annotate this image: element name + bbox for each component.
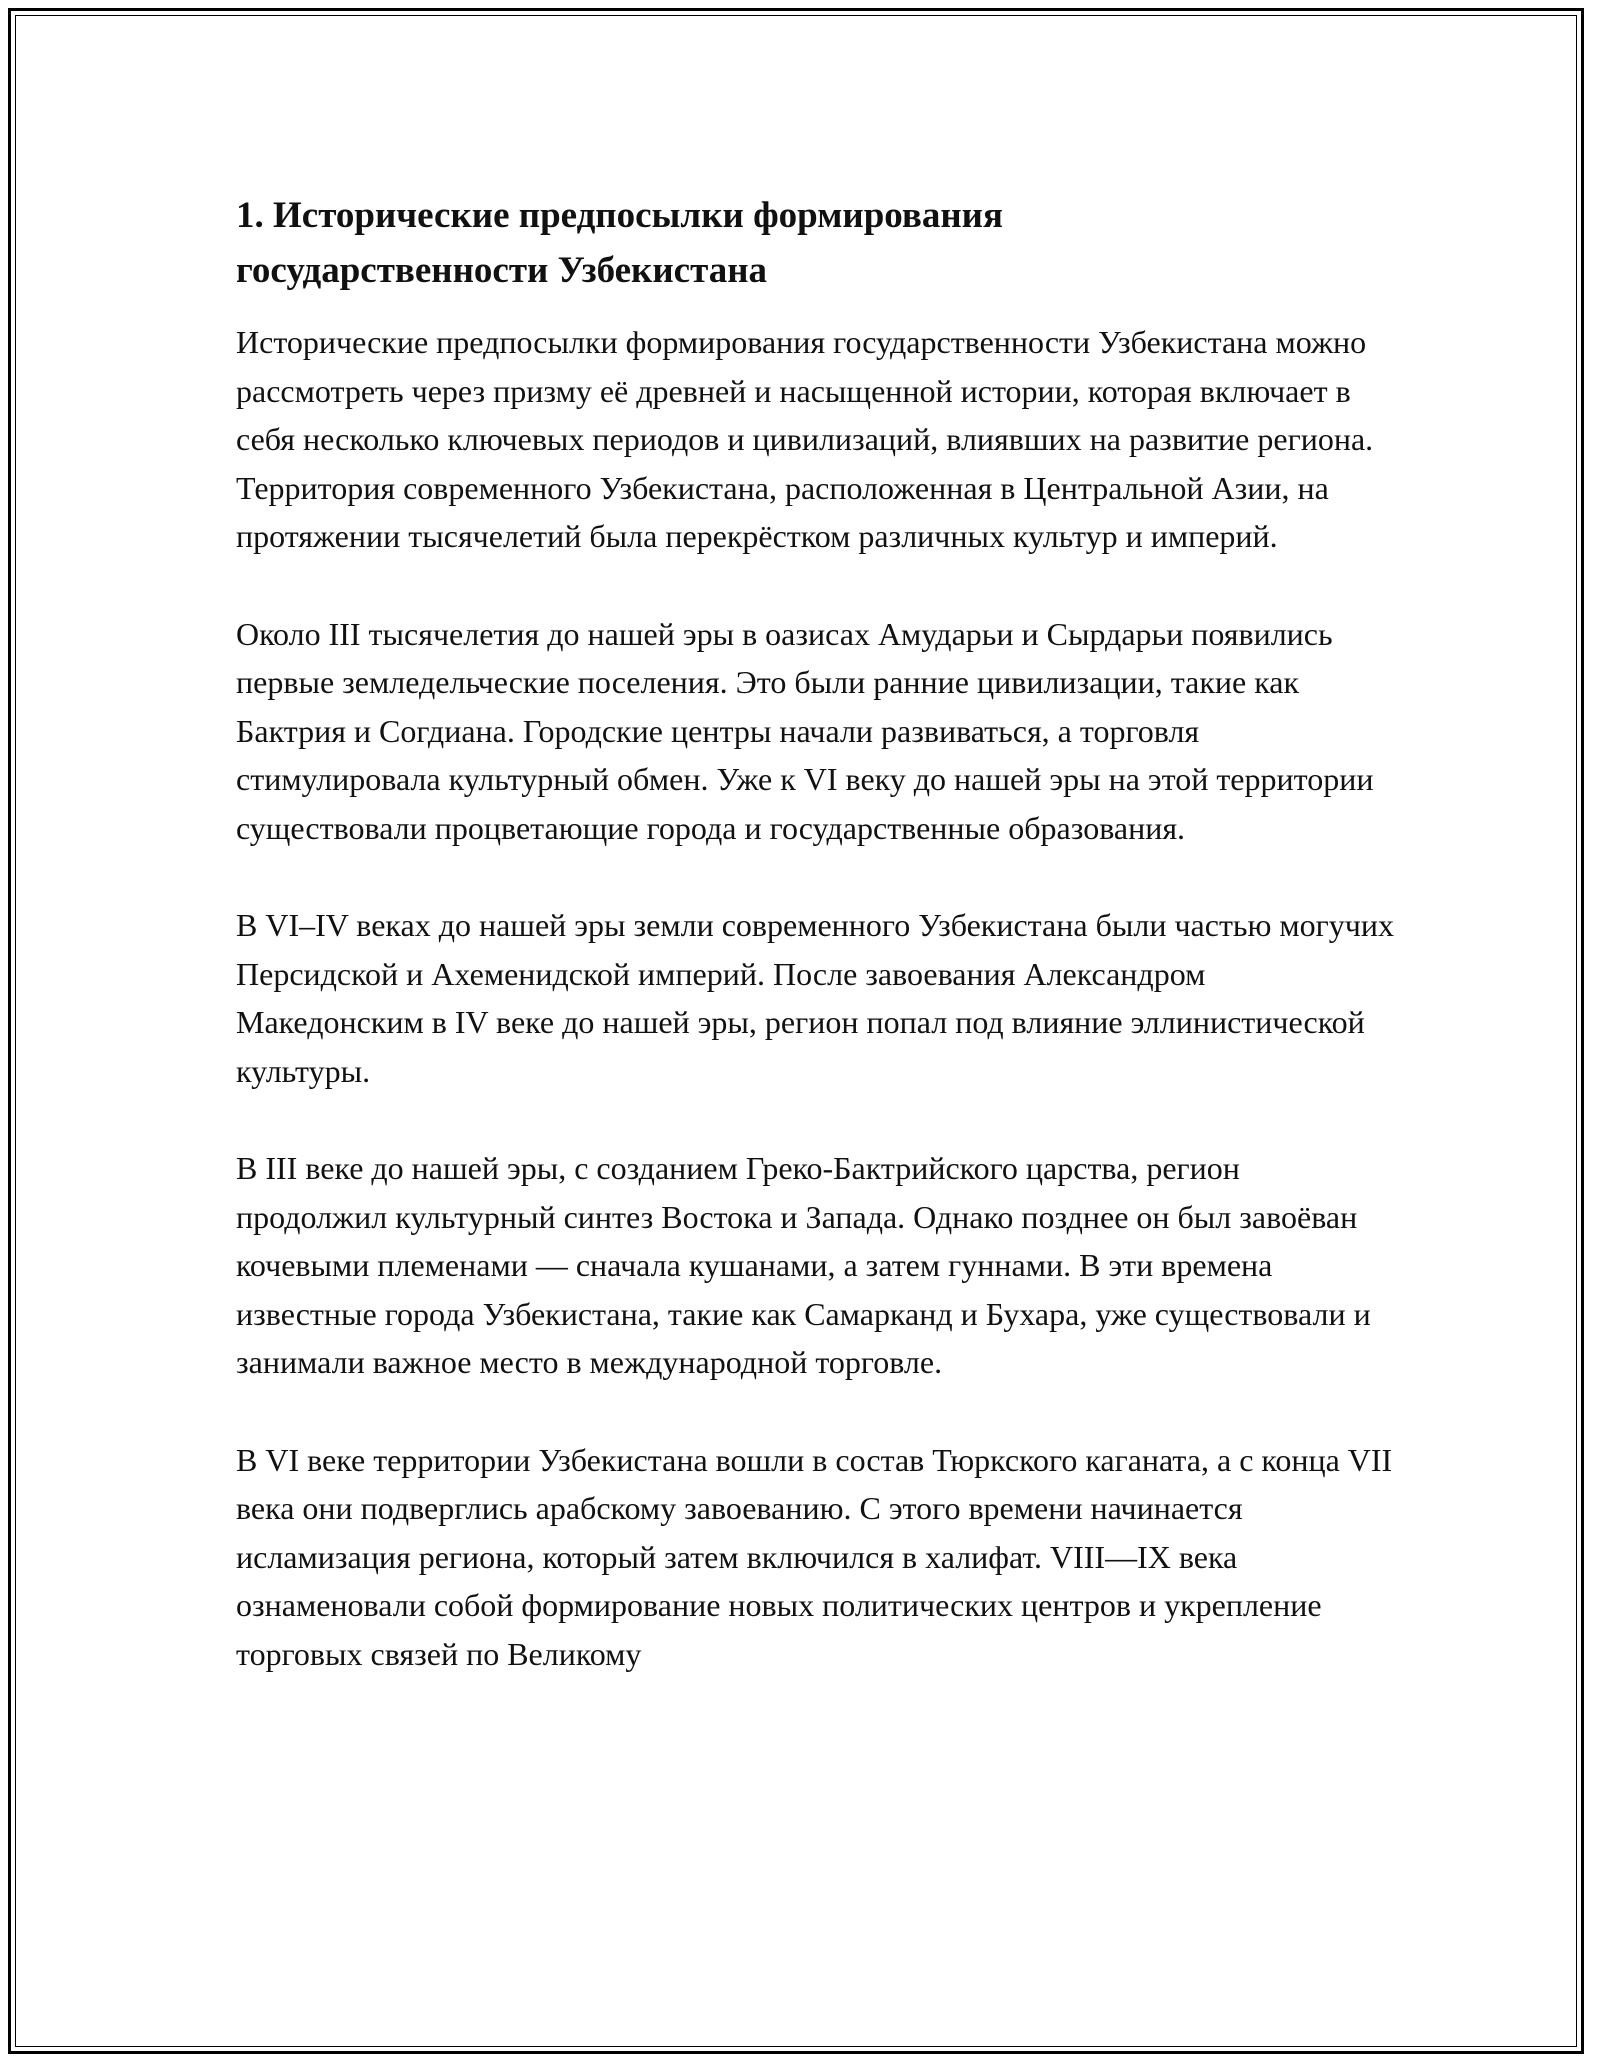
section-heading: 1. Исторические предпосылки формирования государственности Узбекистана (236, 195, 1004, 291)
paragraph-4: В III веке до нашей эры, с созданием Греко-Бактрийского царства, регион продолжил культурный синтез Востока и Запада. Однако позднее он был завоёван кочевыми племенами — сначала кушанами, а затем гуннами. В эти времена известные города Узбекистана, такие как Самарканд и Бухара, уже существовали и занимали важное место в международной торговле. (236, 1150, 1371, 1380)
paragraph-2: Около III тысячелетия до нашей эры в оазисах Амударьи и Сырдарьи появились первые земледельческие поселения. Это были ранние цивилизации, такие как Бактрия и Согдиана. Городские центры начали развиваться, а торговля стимулировала культурный обмен. Уже к VI веку до нашей эры на этой территории существовали процветающие города и государственные образования. (236, 615, 1374, 846)
paragraph-5: В VI веке территории Узбекистана вошли в состав Тюркского каганата, а с конца VII века они подверглись арабскому завоеванию. С этого времени начинается исламизация региона, который затем включился в халифат. VIII—IX века ознаменовали собой формирование новых политических центров и укрепление торговых связей по Великому (236, 1441, 1393, 1672)
paragraph-3: В VI–IV веках до нашей эры земли современного Узбекистана были частью могучих Персидской и Ахеменидской империй. После завоевания Александром Македонским в IV веке до нашей эры, регион попал под влияние эллинистической культуры. (236, 907, 1395, 1089)
document-body (236, 188, 1416, 1727)
paragraph-1: Исторические предпосылки формирования государственности Узбекистана можно рассмотреть через призму её древней и насыщенной истории, которая включает в себя несколько ключевых периодов и цивилизаций, влиявших на развитие региона. Территория современного Узбекистана, расположенная в Центральной Азии, на протяжении тысячелетий была перекрёстком различных культур и империй. (236, 324, 1374, 554)
